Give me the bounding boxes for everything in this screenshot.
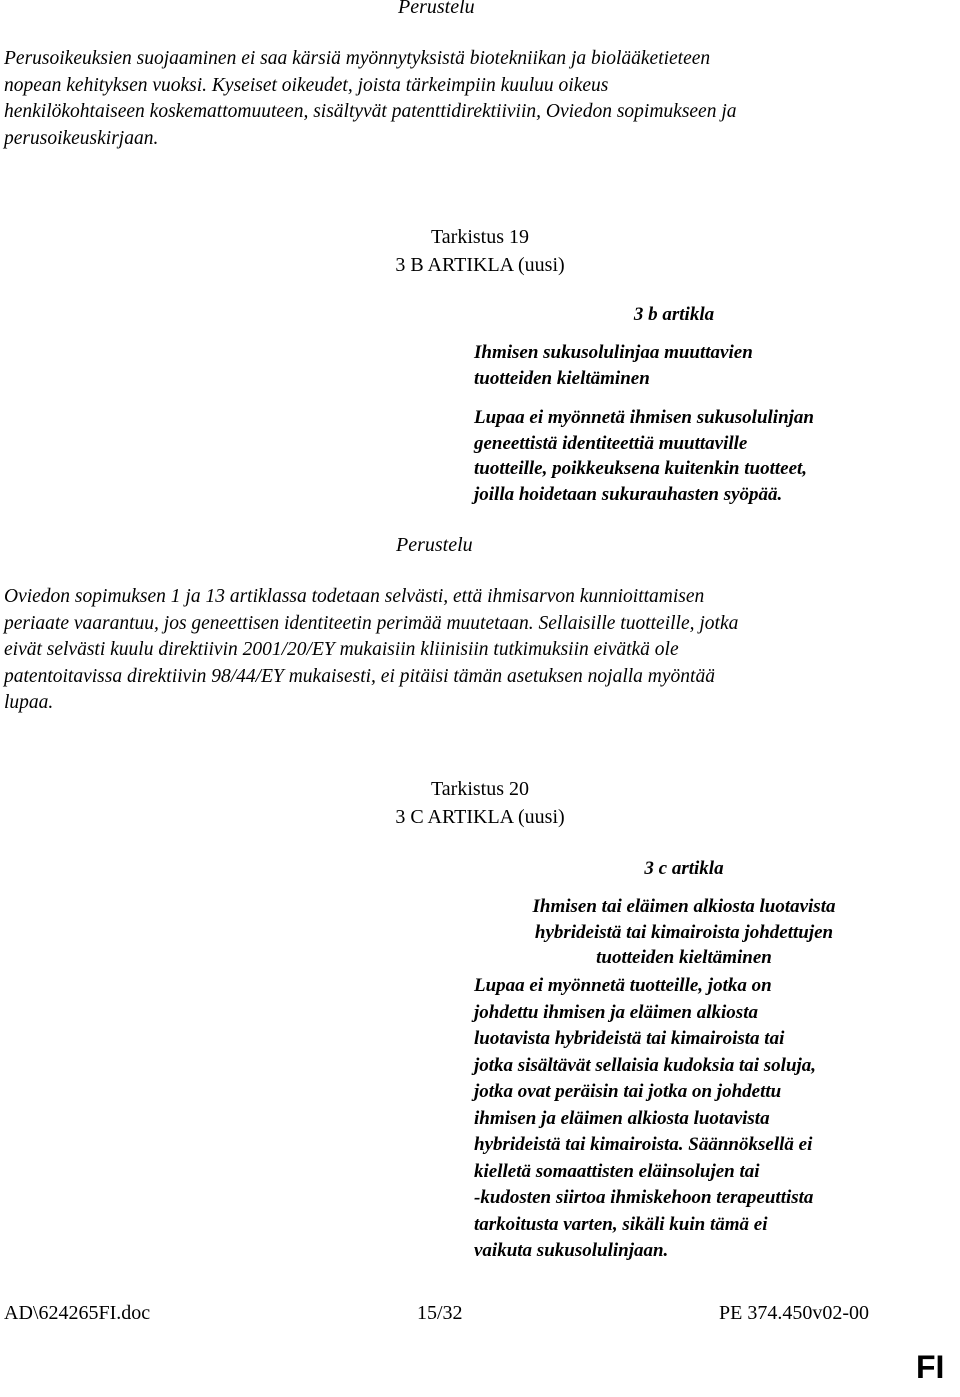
text-line: hybrideistä tai kimairoista johdettujen xyxy=(534,921,834,943)
article-heading: 3 B ARTIKLA (uusi) xyxy=(395,254,565,276)
text-line: Lupaa ei myönnetä ihmisen sukusolulinjan xyxy=(474,407,814,428)
text-line: periaate vaarantuu, jos geneettisen identiteetin perimää muutetaan. Sellaisille tuotteille, jotka xyxy=(4,612,739,634)
footer xyxy=(0,1302,960,1397)
text-line: jotka sisältävät sellaisia kudoksia tai soluja, xyxy=(474,1054,817,1076)
article-body xyxy=(474,973,934,1265)
article-label: 3 b artikla xyxy=(633,304,715,325)
article-body xyxy=(474,405,934,507)
amendment-title: Tarkistus 19 xyxy=(430,226,530,248)
text-line: tuotteiden kieltäminen xyxy=(596,947,772,968)
text-line: johdettu ihmisen ja eläimen alkiosta xyxy=(474,1001,758,1023)
text-line: Perusoikeuksien suojaaminen ei saa kärsiä myönnytyksistä biotekniikan ja biolääketieteen xyxy=(4,48,711,69)
text-line: Ihmisen tai eläimen alkiosta luotavista xyxy=(532,896,836,917)
text-line: geneettistä identiteettiä muuttaville xyxy=(474,432,748,454)
text-line: Lupaa ei myönnetä tuotteille, jotka on xyxy=(474,975,772,996)
footer-doc-ref: AD\624265FI.doc xyxy=(4,1302,151,1324)
text-line: ihmisen ja eläimen alkiosta luotavista xyxy=(474,1107,770,1129)
text-line: hybrideistä tai kimairoista. Säännöksellä ei xyxy=(474,1134,813,1155)
article-subtitle xyxy=(474,340,934,391)
justification-heading: Perustelu xyxy=(396,534,473,556)
text-line: tuotteiden kieltäminen xyxy=(474,367,650,389)
text-line: henkilökohtaiseen koskemattomuuteen, sisältyvät patenttidirektiiviin, Oviedon sopimukseen ja xyxy=(4,101,737,122)
article-heading: 3 C ARTIKLA (uusi) xyxy=(395,806,565,828)
text-line: tarkoitusta varten, sikäli kuin tämä ei xyxy=(474,1213,768,1235)
article-subtitle xyxy=(474,894,894,971)
text-line: Oviedon sopimuksen 1 ja 13 artiklassa todetaan selvästi, että ihmisarvon kunnioittamisen xyxy=(4,586,705,607)
footer-page-number: 15/32 xyxy=(417,1302,463,1324)
text-line: tuotteille, poikkeuksena kuitenkin tuotteet, xyxy=(474,458,808,479)
text-line: vaikuta sukusolulinjaan. xyxy=(474,1240,669,1261)
text-line: kielletä somaattisten eläinsolujen tai xyxy=(474,1160,760,1182)
text-line: luotavista hybrideistä tai kimairoista tai xyxy=(474,1028,785,1049)
text-line: nopean kehityksen vuoksi. Kyseiset oikeudet, joista tärkeimpiin kuuluu oikeus xyxy=(4,74,609,96)
text-line: eivät selvästi kuulu direktiivin 2001/20/EY mukaisiin kliinisiin tutkimuksiin eivätkä ole xyxy=(4,639,679,660)
section-heading: Perustelu xyxy=(398,0,475,18)
text-line: joilla hoidetaan sukurauhasten syöpää. xyxy=(474,483,783,505)
justification-paragraph xyxy=(4,46,954,152)
text-line: lupaa. xyxy=(4,692,54,713)
justification-paragraph xyxy=(4,584,954,717)
footer-pe-ref: PE 374.450v02-00 xyxy=(719,1302,869,1324)
text-line: Ihmisen sukusolulinjaa muuttavien xyxy=(474,342,753,363)
article-label: 3 c artikla xyxy=(644,858,724,879)
text-line: jotka ovat peräisin tai jotka on johdettu xyxy=(474,1081,782,1102)
footer-language-code: FI xyxy=(916,1349,945,1385)
text-line: perusoikeuskirjaan. xyxy=(4,127,159,149)
amendment-title: Tarkistus 20 xyxy=(430,778,530,800)
text-line: -kudosten siirtoa ihmiskehoon terapeuttista xyxy=(474,1187,814,1208)
text-line: patentoitavissa direktiivin 98/44/EY mukaisesti, ei pitäisi tämän asetuksen nojalla myöntää xyxy=(4,665,715,687)
